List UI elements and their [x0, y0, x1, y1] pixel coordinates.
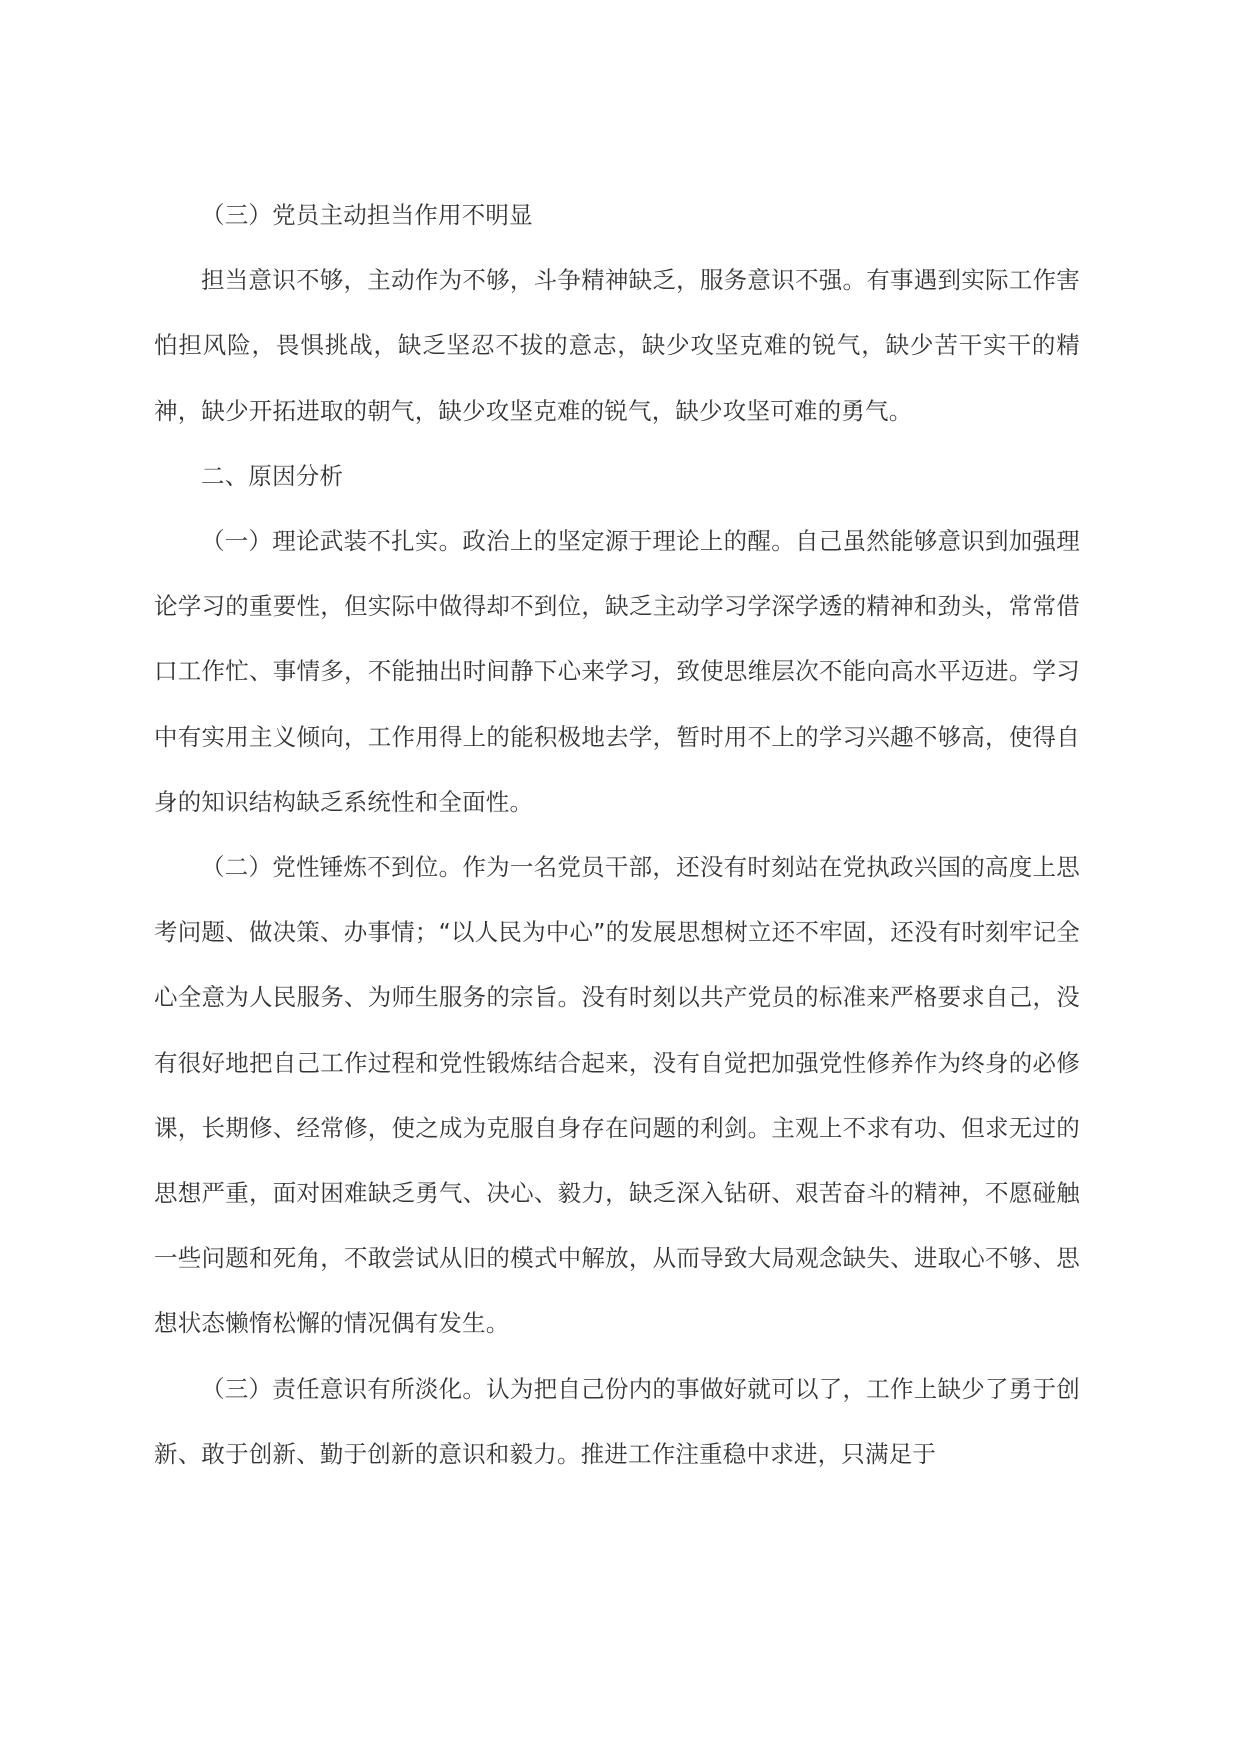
body-paragraph: （三）责任意识有所淡化。认为把自己份内的事做好就可以了，工作上缺少了勇于创新、敢于创新、勤于创新的意识和毅力。推进工作注重稳中求进，只满足于	[154, 1374, 1080, 1468]
body-paragraph: 担当意识不够，主动作为不够，斗争精神缺乏，服务意识不强。有事遇到实际工作害怕担风险，畏惧挑战，缺乏坚忍不拔的意志，缺少攻坚克难的锐气，缺少苦干实干的精神，缺少开拓进取的朝气，缺少攻坚克难的锐气，缺少攻坚可难的勇气。	[154, 266, 1080, 425]
document-body	[154, 183, 1080, 1487]
section-heading-3: （三）党员主动担当作用不明显	[201, 201, 533, 229]
body-paragraph: （一）理论武装不扎实。政治上的坚定源于理论上的醒。自己虽然能够意识到加强理论学习的重要性，但实际中做得却不到位，缺乏主动学习学深学透的精神和劲头，常常借口工作忙、事情多，不能抽出时间静下心来学习，致使思维层次不能向高水平迈进。学习中有实用主义倾向，工作用得上的能积极地去学，暂时用不上的学习兴趣不够高，使得自身的知识结构缺乏系统性和全面性。	[154, 527, 1080, 816]
body-paragraph: （二）党性锤炼不到位。作为一名党员干部，还没有时刻站在党执政兴国的高度上思考问题、做决策、办事情；“以人民为中心”的发展思想树立还不牢固，还没有时刻牢记全心全意为人民服务、为师生服务的宗旨。没有时刻以共产党员的标准来严格要求自己，没有很好地把自己工作过程和党性锻炼结合起来，没有自觉把加强党性修养作为终身的必修课，长期修、经常修，使之成为克服自身存在问题的利剑。主观上不求有功、但求无过的思想严重，面对困难缺乏勇气、决心、毅力，缺乏深入钻研、艰苦奋斗的精神，不愿碰触一些问题和死角，不敢尝试从旧的模式中解放，从而导致大局观念缺失、进取心不够、思想状态懒惰松懈的情况偶有发生。	[154, 853, 1080, 1338]
section-heading-cause-analysis: 二、原因分析	[201, 461, 344, 490]
